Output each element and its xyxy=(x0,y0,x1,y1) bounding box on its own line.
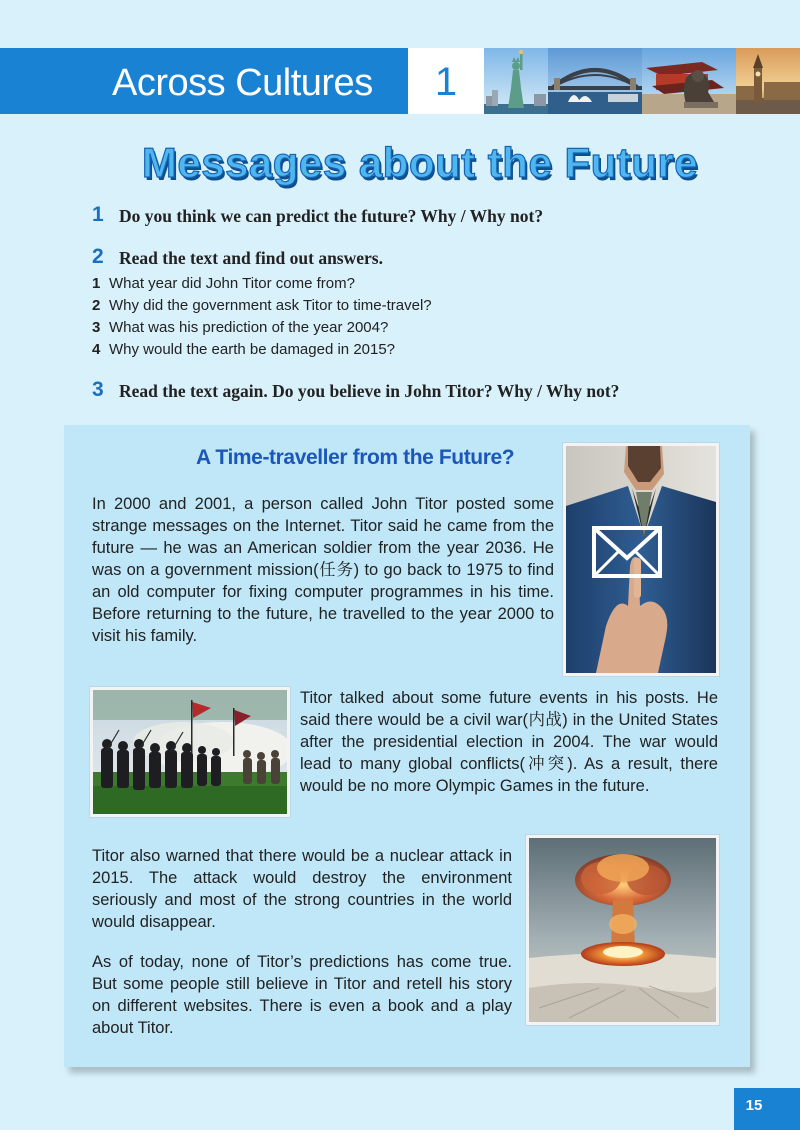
big-ben-photo xyxy=(736,48,800,114)
unit-number: 1 xyxy=(434,60,458,104)
article-paragraph-4: As of today, none of Titor’s predictions has come true. But some people still believe in Titor and retell his story on different websites. There is even a book and a play about Titor. xyxy=(92,953,512,1037)
section-title: Across Cultures xyxy=(112,62,373,104)
page-number-tab xyxy=(734,1088,800,1130)
question-number: 1 xyxy=(92,275,101,292)
article-paragraph-2: Titor talked about some future events in his posts. He said there would be a civil war(内战) in the United States after the presidential election in 2004. The war would lead to many global conflicts(冲突). As a result, there would be no more Olympic Games in the future. xyxy=(300,689,718,795)
task-text: Do you think we can predict the future? Why / Why not? xyxy=(119,206,544,226)
page-title: Messages about the Future xyxy=(141,139,699,186)
question-number: 4 xyxy=(92,341,101,358)
question-number: 3 xyxy=(92,319,101,336)
page-number: 15 xyxy=(745,1097,763,1114)
unit-badge xyxy=(408,48,484,114)
battle-reenactment-photo xyxy=(90,687,290,817)
task-number: 1 xyxy=(92,203,104,226)
question-text: Why did the government ask Titor to time-travel? xyxy=(109,297,432,314)
question-item xyxy=(92,340,395,360)
nuclear-explosion-photo xyxy=(526,835,719,1025)
article-paragraph-3: Titor also warned that there would be a nuclear attack in 2015. The attack would destroy the environment seriously and most of the strong countries in the world would disappear. xyxy=(92,847,512,931)
question-text: What was his prediction of the year 2004? xyxy=(109,319,389,336)
task-text: Read the text again. Do you believe in John Titor? Why / Why not? xyxy=(119,381,620,401)
statue-of-liberty-photo xyxy=(484,48,548,114)
chinese-temple-photo xyxy=(642,48,736,114)
question-text: What year did John Titor come from? xyxy=(109,275,355,292)
question-text: Why would the earth be damaged in 2015? xyxy=(109,341,396,358)
article-paragraph-1: In 2000 and 2001, a person called John Titor posted some strange messages on the Internet. Titor said he came from the future — he was an American soldier from the year 2036. He was on a government mission(任务) to go back to 1975 to find an old computer for fixing computer programmes in his time. Before returning to the future, he travelled to the year 2000 to visit his family. xyxy=(92,495,554,645)
sydney-harbour-photo xyxy=(548,48,642,114)
hand-touching-envelope-icon-photo xyxy=(563,443,719,676)
task-text: Read the text and find out answers. xyxy=(119,248,383,268)
question-item xyxy=(92,296,432,316)
article-title: A Time-traveller from the Future? xyxy=(196,446,515,469)
question-item xyxy=(92,318,388,338)
question-item xyxy=(92,274,355,294)
task-number: 2 xyxy=(92,245,104,268)
question-number: 2 xyxy=(92,297,101,314)
task-number: 3 xyxy=(92,378,104,401)
